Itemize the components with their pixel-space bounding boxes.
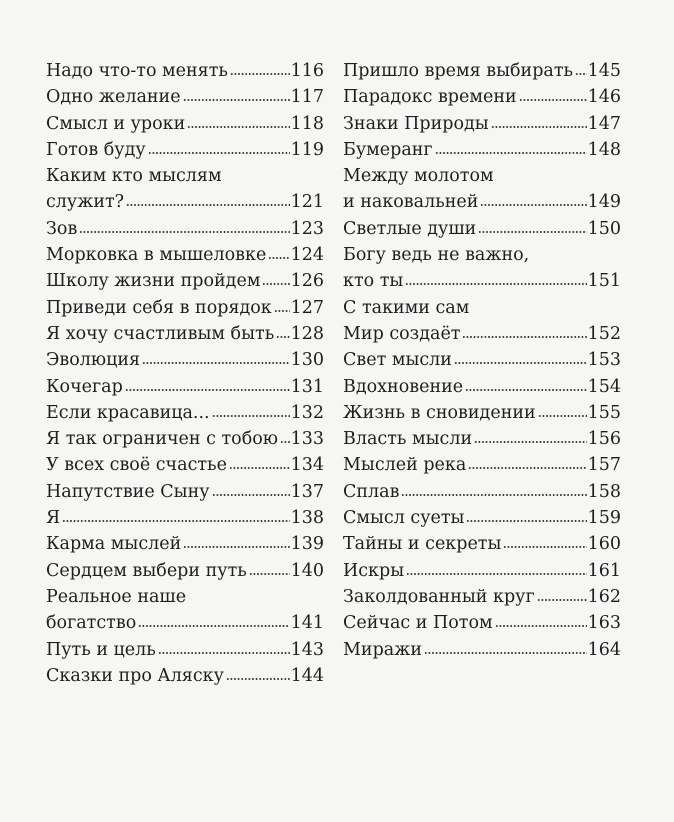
- dot-leader: [537, 598, 587, 602]
- toc-entry[interactable]: [343, 163, 621, 216]
- toc-entry-row: [46, 111, 324, 137]
- toc-entry[interactable]: [46, 321, 324, 347]
- toc-entry-row: [46, 321, 324, 347]
- dot-leader: [575, 72, 587, 76]
- toc-entry-title: Сердцем выбери путь: [46, 560, 247, 581]
- toc-entry-row: [46, 189, 324, 215]
- toc-entry-row: [343, 452, 621, 478]
- toc-entry-page: 157: [587, 455, 621, 476]
- toc-entry-row: [343, 321, 621, 347]
- toc-entry-row: [46, 452, 324, 478]
- toc-entry-page: 161: [587, 560, 621, 581]
- toc-entry-title: Искры: [343, 560, 405, 581]
- toc-entry-title: Я так ограничен с тобою: [46, 429, 279, 450]
- toc-entry-title: Эволюция: [46, 350, 141, 371]
- toc-entry-title: Школу жизни пройдем: [46, 271, 261, 292]
- toc-entry-row: [46, 374, 324, 400]
- dot-leader: [462, 335, 586, 339]
- toc-entry-page: 155: [587, 402, 621, 423]
- toc-entry-title: Кочегар: [46, 376, 123, 397]
- toc-entry-title: Одно желание: [46, 87, 181, 108]
- toc-entry-row: [46, 637, 324, 663]
- toc-entry-page: 133: [290, 429, 324, 450]
- toc-entry-row: [46, 663, 324, 689]
- toc-entry-row: [343, 374, 621, 400]
- toc-entry[interactable]: [343, 584, 621, 610]
- toc-entry-row: [343, 111, 621, 137]
- toc-entry-title: Морковка в мышеловке: [46, 245, 267, 266]
- toc-entry-page: 146: [587, 87, 621, 108]
- toc-entry-page: 148: [587, 139, 621, 160]
- toc-entry-row: [46, 400, 324, 426]
- dot-leader: [212, 493, 290, 497]
- toc-entry-page: 132: [290, 402, 324, 423]
- dot-leader: [478, 230, 586, 234]
- toc-entry-title: служит?: [46, 192, 125, 213]
- dot-leader: [538, 414, 587, 418]
- toc-entry-title: богатство: [46, 613, 137, 634]
- toc-entry-title: Власть мысли: [343, 429, 473, 450]
- toc-entry[interactable]: [46, 347, 324, 373]
- toc-entry[interactable]: [343, 216, 621, 242]
- toc-entry-page: 160: [587, 534, 621, 555]
- toc-entry-row: [343, 426, 621, 452]
- toc-entry[interactable]: [343, 242, 621, 295]
- toc-entry[interactable]: [46, 137, 324, 163]
- toc-entry-page: 151: [587, 271, 621, 292]
- toc-entry-page: 116: [290, 61, 324, 81]
- toc-entry[interactable]: [46, 216, 324, 242]
- toc-entry-page: 137: [290, 481, 324, 502]
- toc-entry-title: Я хочу счастливым быть: [46, 323, 275, 344]
- toc-entry-row: [46, 426, 324, 452]
- toc-entry[interactable]: [46, 242, 324, 268]
- toc-entry[interactable]: [343, 558, 621, 584]
- dot-leader: [148, 151, 290, 155]
- dot-leader: [491, 125, 587, 129]
- toc-entry-page: 139: [290, 534, 324, 555]
- toc-entry[interactable]: [46, 163, 324, 216]
- toc-entry[interactable]: [343, 84, 621, 110]
- toc-entry-title-first-line: Между молотом: [343, 166, 494, 187]
- toc-entry-row: [46, 58, 324, 84]
- toc-entry-page: 126: [290, 271, 324, 292]
- toc-entry-row: [46, 268, 324, 294]
- toc-entry-row: [46, 242, 324, 268]
- dot-leader: [249, 572, 290, 576]
- toc-entry-row: [46, 479, 324, 505]
- toc-entry[interactable]: [46, 505, 324, 531]
- toc-entry-page: 163: [587, 613, 621, 634]
- toc-entry-page: 159: [587, 508, 621, 529]
- dot-leader: [125, 388, 290, 392]
- toc-entry-page: 150: [587, 218, 621, 239]
- toc-entry-title: Пришло время выбирать: [343, 61, 574, 81]
- toc-entry[interactable]: [46, 663, 324, 689]
- dot-leader: [187, 125, 289, 129]
- toc-entry-title-first-line: Реальное наше: [46, 586, 187, 607]
- toc-entry-title: Мыслей река: [343, 455, 467, 476]
- toc-entry[interactable]: [46, 295, 324, 321]
- toc-entry[interactable]: [46, 84, 324, 110]
- toc-entry[interactable]: [343, 505, 621, 531]
- toc-entry-title: Знаки Природы: [343, 113, 489, 134]
- toc-entry-page: 156: [587, 429, 621, 450]
- toc-entry-page: 164: [587, 639, 621, 660]
- toc-entry[interactable]: [343, 637, 621, 663]
- toc-entry-title: Миражи: [343, 639, 422, 660]
- toc-entry[interactable]: [46, 452, 324, 478]
- toc-entry-row: [343, 505, 621, 531]
- toc-entry-row: [343, 531, 621, 557]
- dot-leader: [401, 493, 586, 497]
- toc-entry[interactable]: [46, 374, 324, 400]
- toc-entry-title: Вдохновение: [343, 376, 464, 397]
- toc-entry-row: [343, 268, 621, 294]
- toc-entry-title: Заколдованный круг: [343, 586, 535, 607]
- toc-entry[interactable]: [343, 531, 621, 557]
- toc-entry-title: Сказки про Аляску: [46, 665, 224, 686]
- dot-leader: [226, 677, 290, 681]
- toc-entry-row: [343, 216, 621, 242]
- dot-leader: [405, 282, 586, 286]
- toc-entry-row: [46, 216, 324, 242]
- toc-entry-page: 144: [290, 665, 324, 686]
- toc-entry-page: 145: [587, 61, 621, 81]
- toc-entry-title: Смысл и уроки: [46, 113, 186, 134]
- toc-entry-page: 138: [290, 508, 324, 529]
- toc-entry-page: 117: [290, 87, 324, 108]
- dot-leader: [466, 519, 586, 523]
- toc-entry[interactable]: [343, 426, 621, 452]
- toc-entry-row: [46, 84, 324, 110]
- toc-entry-title: Готов буду: [46, 139, 146, 160]
- toc-entry-title: Приведи себя в порядок: [46, 297, 272, 318]
- toc-entry-page: 119: [290, 139, 324, 160]
- toc-entry-title-first-line: С такими сам: [343, 297, 470, 318]
- toc-entry-row: [46, 137, 324, 163]
- toc-entry-title-first-line: Богу ведь не важно,: [343, 245, 530, 266]
- dot-leader: [468, 466, 586, 470]
- toc-entry-page: 147: [587, 113, 621, 134]
- toc-entry[interactable]: [46, 426, 324, 452]
- dot-leader: [406, 572, 586, 576]
- dot-leader: [262, 282, 289, 286]
- toc-entry-title: У всех своё счастье: [46, 455, 227, 476]
- dot-leader: [142, 361, 290, 365]
- toc-entry-row: [46, 347, 324, 373]
- toc-entry[interactable]: [46, 479, 324, 505]
- toc-entry-title: Тайны и секреты: [343, 534, 502, 555]
- toc-entry-page: 141: [290, 613, 324, 634]
- toc-entry-row: [343, 479, 621, 505]
- dot-leader: [495, 624, 587, 628]
- toc-entry-row: [343, 637, 621, 663]
- dot-leader: [474, 440, 586, 444]
- toc-entry-row: [343, 84, 621, 110]
- dot-leader: [424, 651, 587, 655]
- toc-entry-title: Если красавица...: [46, 402, 210, 423]
- toc-entry-page: 162: [587, 586, 621, 607]
- dot-leader: [62, 519, 289, 523]
- toc-entry[interactable]: [343, 58, 621, 84]
- dot-leader: [183, 545, 289, 549]
- toc-entry-row: [343, 347, 621, 373]
- toc-entry-row: [46, 558, 324, 584]
- toc-entry-title: Сейчас и Потом: [343, 613, 493, 634]
- toc-entry-title: Мир создаёт: [343, 323, 461, 344]
- dot-leader: [465, 388, 586, 392]
- toc-entry-title: Зов: [46, 218, 78, 239]
- toc-entry[interactable]: [343, 479, 621, 505]
- toc-entry-title: Я: [46, 508, 61, 529]
- toc-entry-page: 143: [290, 639, 324, 660]
- toc-entry-page: 140: [290, 560, 324, 581]
- toc-entry-title: и наковальней: [343, 192, 479, 213]
- dot-leader: [230, 72, 290, 76]
- toc-right-column: [343, 58, 621, 663]
- toc-entry-title: Смысл суеты: [343, 508, 465, 529]
- dot-leader: [280, 440, 290, 444]
- toc-entry-page: 130: [290, 350, 324, 371]
- toc-entry-page: 153: [587, 350, 621, 371]
- toc-entry[interactable]: [343, 347, 621, 373]
- toc-entry[interactable]: [46, 400, 324, 426]
- toc-entry[interactable]: [46, 268, 324, 294]
- toc-entry-page: 158: [587, 481, 621, 502]
- toc-entry-title: Сплав: [343, 481, 400, 502]
- toc-entry-title: Карма мыслей: [46, 534, 182, 555]
- toc-entry[interactable]: [46, 111, 324, 137]
- toc-entry[interactable]: [46, 584, 324, 637]
- toc-entry-row: [343, 558, 621, 584]
- toc-entry-title: кто ты: [343, 271, 404, 292]
- toc-entry-title: Напутствие Сыну: [46, 481, 210, 502]
- toc-entry-title: Парадокс времени: [343, 87, 517, 108]
- dot-leader: [435, 151, 587, 155]
- toc-entry[interactable]: [46, 637, 324, 663]
- dot-leader: [276, 335, 289, 339]
- toc-entry-page: 152: [587, 323, 621, 344]
- toc-entry-title: Путь и цель: [46, 639, 156, 660]
- toc-entry-title-first-line: Каким кто мыслям: [46, 166, 222, 187]
- toc-entry-page: 128: [290, 323, 324, 344]
- toc-entry[interactable]: [343, 295, 621, 348]
- toc-entry-page: 118: [290, 113, 324, 134]
- dot-leader: [454, 361, 587, 365]
- toc-entry-row: [46, 610, 324, 636]
- toc-entry-page: 149: [587, 192, 621, 213]
- toc-entry-page: 134: [290, 455, 324, 476]
- dot-leader: [274, 309, 290, 313]
- toc-entry-row: [46, 531, 324, 557]
- toc-entry-page: 127: [290, 297, 324, 318]
- dot-leader: [212, 414, 290, 418]
- toc-entry-row: [343, 189, 621, 215]
- dot-leader: [480, 203, 586, 207]
- toc-entry[interactable]: [343, 400, 621, 426]
- toc-entry-row: [343, 137, 621, 163]
- toc-entry-title: Бумеранг: [343, 139, 433, 160]
- toc-entry-page: 131: [290, 376, 324, 397]
- toc-entry[interactable]: [46, 58, 324, 84]
- dot-leader: [268, 256, 289, 260]
- toc-entry-page: 121: [290, 192, 324, 213]
- toc-entry-row: [343, 400, 621, 426]
- toc-entry-title: Жизнь в сновидении: [343, 402, 536, 423]
- toc-entry[interactable]: [343, 610, 621, 636]
- toc-entry[interactable]: [343, 452, 621, 478]
- toc-entry-row: [46, 505, 324, 531]
- toc-entry[interactable]: [343, 111, 621, 137]
- dot-leader: [503, 545, 586, 549]
- toc-entry-row: [343, 58, 621, 84]
- toc-entry-row: [343, 584, 621, 610]
- toc-entry[interactable]: [343, 374, 621, 400]
- dot-leader: [138, 624, 289, 628]
- toc-entry-title: Светлые души: [343, 218, 477, 239]
- toc-entry-title: Свет мысли: [343, 350, 452, 371]
- toc-entry-row: [46, 295, 324, 321]
- dot-leader: [158, 651, 290, 655]
- toc-entry-title: Надо что-то менять: [46, 61, 228, 81]
- dot-leader: [229, 466, 290, 470]
- dot-leader: [183, 98, 290, 102]
- dot-leader: [126, 203, 290, 207]
- dot-leader: [79, 230, 289, 234]
- toc-left-column: [46, 58, 324, 689]
- toc-entry[interactable]: [343, 137, 621, 163]
- toc-entry-row: [343, 610, 621, 636]
- toc-entry-page: 123: [290, 218, 324, 239]
- toc-entry-page: 154: [587, 376, 621, 397]
- toc-entry[interactable]: [46, 531, 324, 557]
- toc-entry[interactable]: [46, 558, 324, 584]
- toc-entry-page: 124: [290, 245, 324, 266]
- dot-leader: [519, 98, 587, 102]
